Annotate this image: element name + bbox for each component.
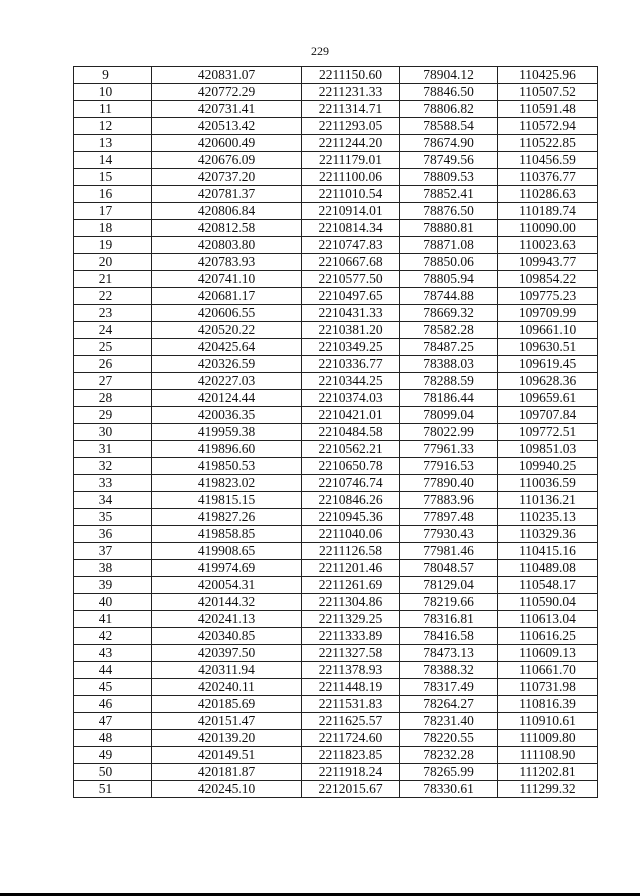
coord-y2-cell: 111108.90 xyxy=(498,747,598,764)
coord-y1-cell: 2210431.33 xyxy=(302,305,400,322)
coord-y1-cell: 2211231.33 xyxy=(302,84,400,101)
coord-y2-cell: 110376.77 xyxy=(498,169,598,186)
coord-y1-cell: 2210667.68 xyxy=(302,254,400,271)
table-row xyxy=(74,645,598,662)
coord-y1-cell: 2210945.36 xyxy=(302,509,400,526)
point-number-cell: 43 xyxy=(74,645,152,662)
table-row xyxy=(74,560,598,577)
table-row xyxy=(74,696,598,713)
coord-x2-cell: 78880.81 xyxy=(400,220,498,237)
coord-y1-cell: 2211918.24 xyxy=(302,764,400,781)
coord-x1-cell: 420781.37 xyxy=(152,186,302,203)
coord-x1-cell: 420831.07 xyxy=(152,67,302,84)
point-number-cell: 9 xyxy=(74,67,152,84)
table-row xyxy=(74,339,598,356)
point-number-cell: 10 xyxy=(74,84,152,101)
point-number-cell: 27 xyxy=(74,373,152,390)
table-row xyxy=(74,254,598,271)
coord-x2-cell: 78388.03 xyxy=(400,356,498,373)
point-number-cell: 42 xyxy=(74,628,152,645)
coord-y1-cell: 2210421.01 xyxy=(302,407,400,424)
coord-x2-cell: 78582.28 xyxy=(400,322,498,339)
coord-y2-cell: 109772.51 xyxy=(498,424,598,441)
table-row xyxy=(74,322,598,339)
coord-y1-cell: 2211293.05 xyxy=(302,118,400,135)
coord-x2-cell: 78232.28 xyxy=(400,747,498,764)
coord-x2-cell: 78048.57 xyxy=(400,560,498,577)
coord-y2-cell: 109851.03 xyxy=(498,441,598,458)
coord-y2-cell: 110731.98 xyxy=(498,679,598,696)
coord-y2-cell: 110816.39 xyxy=(498,696,598,713)
point-number-cell: 17 xyxy=(74,203,152,220)
coord-y2-cell: 110286.63 xyxy=(498,186,598,203)
point-number-cell: 40 xyxy=(74,594,152,611)
coord-y2-cell: 110572.94 xyxy=(498,118,598,135)
table-row xyxy=(74,781,598,798)
coord-x1-cell: 420737.20 xyxy=(152,169,302,186)
coord-y2-cell: 110456.59 xyxy=(498,152,598,169)
coord-x1-cell: 420731.41 xyxy=(152,101,302,118)
coord-y1-cell: 2211378.93 xyxy=(302,662,400,679)
table-row xyxy=(74,492,598,509)
coord-y1-cell: 2210746.74 xyxy=(302,475,400,492)
coord-y1-cell: 2210381.20 xyxy=(302,322,400,339)
coord-y1-cell: 2211314.71 xyxy=(302,101,400,118)
table-row xyxy=(74,628,598,645)
coord-x2-cell: 78669.32 xyxy=(400,305,498,322)
coord-x2-cell: 78129.04 xyxy=(400,577,498,594)
coord-y1-cell: 2210344.25 xyxy=(302,373,400,390)
coord-x1-cell: 420397.50 xyxy=(152,645,302,662)
coord-x1-cell: 420606.55 xyxy=(152,305,302,322)
coord-x2-cell: 78186.44 xyxy=(400,390,498,407)
coord-x1-cell: 419858.85 xyxy=(152,526,302,543)
coord-x2-cell: 78806.82 xyxy=(400,101,498,118)
coord-y1-cell: 2211625.57 xyxy=(302,713,400,730)
coord-y2-cell: 110507.52 xyxy=(498,84,598,101)
table-row xyxy=(74,543,598,560)
coord-x1-cell: 420245.10 xyxy=(152,781,302,798)
coord-x2-cell: 78099.04 xyxy=(400,407,498,424)
coord-y2-cell: 109943.77 xyxy=(498,254,598,271)
table-row xyxy=(74,373,598,390)
coord-x1-cell: 420036.35 xyxy=(152,407,302,424)
coord-x2-cell: 78388.32 xyxy=(400,662,498,679)
coord-y2-cell: 110036.59 xyxy=(498,475,598,492)
coord-y2-cell: 110910.61 xyxy=(498,713,598,730)
table-row xyxy=(74,679,598,696)
point-number-cell: 24 xyxy=(74,322,152,339)
coord-y1-cell: 2211179.01 xyxy=(302,152,400,169)
coord-y2-cell: 110235.13 xyxy=(498,509,598,526)
coord-y1-cell: 2211040.06 xyxy=(302,526,400,543)
coord-y1-cell: 2210747.83 xyxy=(302,237,400,254)
point-number-cell: 49 xyxy=(74,747,152,764)
table-row xyxy=(74,662,598,679)
coord-x1-cell: 420741.10 xyxy=(152,271,302,288)
coord-y2-cell: 110590.04 xyxy=(498,594,598,611)
point-number-cell: 46 xyxy=(74,696,152,713)
point-number-cell: 11 xyxy=(74,101,152,118)
table-row xyxy=(74,84,598,101)
table-row xyxy=(74,186,598,203)
coord-y2-cell: 109628.36 xyxy=(498,373,598,390)
point-number-cell: 51 xyxy=(74,781,152,798)
coordinates-table-body xyxy=(74,67,598,798)
coord-x2-cell: 77981.46 xyxy=(400,543,498,560)
coord-y1-cell: 2210814.34 xyxy=(302,220,400,237)
coord-x2-cell: 78876.50 xyxy=(400,203,498,220)
point-number-cell: 39 xyxy=(74,577,152,594)
coordinates-table xyxy=(73,66,598,798)
point-number-cell: 15 xyxy=(74,169,152,186)
table-row xyxy=(74,118,598,135)
coord-y2-cell: 111009.80 xyxy=(498,730,598,747)
coord-x2-cell: 78316.81 xyxy=(400,611,498,628)
coord-x2-cell: 77890.40 xyxy=(400,475,498,492)
coord-y1-cell: 2210846.26 xyxy=(302,492,400,509)
point-number-cell: 25 xyxy=(74,339,152,356)
coord-y2-cell: 109630.51 xyxy=(498,339,598,356)
coord-y1-cell: 2211724.60 xyxy=(302,730,400,747)
coord-y1-cell: 2211150.60 xyxy=(302,67,400,84)
page-number: 229 xyxy=(311,44,329,58)
coord-y2-cell: 109661.10 xyxy=(498,322,598,339)
coord-x2-cell: 78265.99 xyxy=(400,764,498,781)
coord-x1-cell: 420241.13 xyxy=(152,611,302,628)
coord-y2-cell: 110023.63 xyxy=(498,237,598,254)
table-row xyxy=(74,203,598,220)
point-number-cell: 21 xyxy=(74,271,152,288)
point-number-cell: 47 xyxy=(74,713,152,730)
coord-y1-cell: 2210577.50 xyxy=(302,271,400,288)
point-number-cell: 16 xyxy=(74,186,152,203)
coord-x2-cell: 78852.41 xyxy=(400,186,498,203)
table-row xyxy=(74,458,598,475)
point-number-cell: 48 xyxy=(74,730,152,747)
coord-y2-cell: 110591.48 xyxy=(498,101,598,118)
coord-y1-cell: 2211448.19 xyxy=(302,679,400,696)
coord-x2-cell: 78487.25 xyxy=(400,339,498,356)
point-number-cell: 31 xyxy=(74,441,152,458)
coord-y2-cell: 111299.32 xyxy=(498,781,598,798)
coord-x2-cell: 78809.53 xyxy=(400,169,498,186)
table-row xyxy=(74,169,598,186)
coord-y2-cell: 110616.25 xyxy=(498,628,598,645)
coord-x2-cell: 78846.50 xyxy=(400,84,498,101)
coord-y1-cell: 2211244.20 xyxy=(302,135,400,152)
point-number-cell: 29 xyxy=(74,407,152,424)
table-row xyxy=(74,67,598,84)
coord-y2-cell: 110489.08 xyxy=(498,560,598,577)
coord-y2-cell: 110613.04 xyxy=(498,611,598,628)
coord-x2-cell: 77883.96 xyxy=(400,492,498,509)
coord-x2-cell: 78264.27 xyxy=(400,696,498,713)
coord-x1-cell: 419850.53 xyxy=(152,458,302,475)
coord-y2-cell: 110425.96 xyxy=(498,67,598,84)
point-number-cell: 26 xyxy=(74,356,152,373)
coord-y2-cell: 110415.16 xyxy=(498,543,598,560)
coord-y1-cell: 2211327.58 xyxy=(302,645,400,662)
coord-y2-cell: 110090.00 xyxy=(498,220,598,237)
coord-x1-cell: 420151.47 xyxy=(152,713,302,730)
table-row xyxy=(74,764,598,781)
coord-y1-cell: 2211823.85 xyxy=(302,747,400,764)
point-number-cell: 35 xyxy=(74,509,152,526)
table-row xyxy=(74,288,598,305)
table-row xyxy=(74,390,598,407)
coord-x1-cell: 420144.32 xyxy=(152,594,302,611)
coord-x1-cell: 420513.42 xyxy=(152,118,302,135)
coord-x1-cell: 420149.51 xyxy=(152,747,302,764)
coord-y2-cell: 110609.13 xyxy=(498,645,598,662)
coord-y2-cell: 110548.17 xyxy=(498,577,598,594)
point-number-cell: 34 xyxy=(74,492,152,509)
coord-x2-cell: 78871.08 xyxy=(400,237,498,254)
table-row xyxy=(74,526,598,543)
coord-x1-cell: 420806.84 xyxy=(152,203,302,220)
table-row xyxy=(74,152,598,169)
coord-x1-cell: 419815.15 xyxy=(152,492,302,509)
point-number-cell: 50 xyxy=(74,764,152,781)
point-number-cell: 28 xyxy=(74,390,152,407)
coord-x2-cell: 78473.13 xyxy=(400,645,498,662)
coord-y1-cell: 2211304.86 xyxy=(302,594,400,611)
coord-x2-cell: 78022.99 xyxy=(400,424,498,441)
point-number-cell: 13 xyxy=(74,135,152,152)
coord-x1-cell: 420139.20 xyxy=(152,730,302,747)
table-row xyxy=(74,509,598,526)
coord-y1-cell: 2211010.54 xyxy=(302,186,400,203)
point-number-cell: 38 xyxy=(74,560,152,577)
coord-x1-cell: 419908.65 xyxy=(152,543,302,560)
coord-x2-cell: 78805.94 xyxy=(400,271,498,288)
point-number-cell: 45 xyxy=(74,679,152,696)
point-number-cell: 33 xyxy=(74,475,152,492)
table-row xyxy=(74,424,598,441)
coord-x2-cell: 77961.33 xyxy=(400,441,498,458)
coord-x1-cell: 420311.94 xyxy=(152,662,302,679)
table-row xyxy=(74,577,598,594)
coord-x1-cell: 420227.03 xyxy=(152,373,302,390)
coord-y1-cell: 2211329.25 xyxy=(302,611,400,628)
coord-y1-cell: 2210336.77 xyxy=(302,356,400,373)
coord-y1-cell: 2210650.78 xyxy=(302,458,400,475)
coord-y2-cell: 109854.22 xyxy=(498,271,598,288)
coord-x1-cell: 420772.29 xyxy=(152,84,302,101)
table-row xyxy=(74,220,598,237)
coord-y1-cell: 2210374.03 xyxy=(302,390,400,407)
point-number-cell: 19 xyxy=(74,237,152,254)
table-row xyxy=(74,407,598,424)
coord-y1-cell: 2211531.83 xyxy=(302,696,400,713)
coord-x1-cell: 420676.09 xyxy=(152,152,302,169)
table-row xyxy=(74,611,598,628)
coord-y2-cell: 109940.25 xyxy=(498,458,598,475)
coord-x2-cell: 78588.54 xyxy=(400,118,498,135)
coord-y2-cell: 109659.61 xyxy=(498,390,598,407)
coord-x1-cell: 420520.22 xyxy=(152,322,302,339)
coord-x2-cell: 78220.55 xyxy=(400,730,498,747)
point-number-cell: 37 xyxy=(74,543,152,560)
point-number-cell: 20 xyxy=(74,254,152,271)
coord-x1-cell: 420812.58 xyxy=(152,220,302,237)
point-number-cell: 36 xyxy=(74,526,152,543)
coord-y1-cell: 2211100.06 xyxy=(302,169,400,186)
coord-x1-cell: 420054.31 xyxy=(152,577,302,594)
table-row xyxy=(74,730,598,747)
point-number-cell: 23 xyxy=(74,305,152,322)
coord-x2-cell: 78904.12 xyxy=(400,67,498,84)
coord-y2-cell: 109619.45 xyxy=(498,356,598,373)
coord-y2-cell: 111202.81 xyxy=(498,764,598,781)
point-number-cell: 18 xyxy=(74,220,152,237)
table-row xyxy=(74,101,598,118)
point-number-cell: 32 xyxy=(74,458,152,475)
coord-y1-cell: 2211126.58 xyxy=(302,543,400,560)
coord-y2-cell: 109707.84 xyxy=(498,407,598,424)
coord-x2-cell: 78317.49 xyxy=(400,679,498,696)
coord-y1-cell: 2210349.25 xyxy=(302,339,400,356)
coord-x2-cell: 78330.61 xyxy=(400,781,498,798)
coord-y2-cell: 110661.70 xyxy=(498,662,598,679)
table-row xyxy=(74,594,598,611)
table-row xyxy=(74,713,598,730)
coord-x2-cell: 78744.88 xyxy=(400,288,498,305)
coord-x1-cell: 419823.02 xyxy=(152,475,302,492)
coord-x1-cell: 420326.59 xyxy=(152,356,302,373)
coord-x1-cell: 419827.26 xyxy=(152,509,302,526)
coord-y1-cell: 2211201.46 xyxy=(302,560,400,577)
coord-y2-cell: 110189.74 xyxy=(498,203,598,220)
point-number-cell: 14 xyxy=(74,152,152,169)
coord-y1-cell: 2211261.69 xyxy=(302,577,400,594)
coord-y1-cell: 2210562.21 xyxy=(302,441,400,458)
point-number-cell: 30 xyxy=(74,424,152,441)
coord-y1-cell: 2210914.01 xyxy=(302,203,400,220)
coord-x1-cell: 419974.69 xyxy=(152,560,302,577)
coord-x1-cell: 419959.38 xyxy=(152,424,302,441)
coord-x1-cell: 420783.93 xyxy=(152,254,302,271)
point-number-cell: 22 xyxy=(74,288,152,305)
table-row xyxy=(74,441,598,458)
coord-y1-cell: 2210484.58 xyxy=(302,424,400,441)
table-row xyxy=(74,271,598,288)
coord-x2-cell: 78416.58 xyxy=(400,628,498,645)
table-row xyxy=(74,475,598,492)
coord-x1-cell: 420185.69 xyxy=(152,696,302,713)
coord-x2-cell: 78850.06 xyxy=(400,254,498,271)
coord-y2-cell: 109775.23 xyxy=(498,288,598,305)
coord-y1-cell: 2212015.67 xyxy=(302,781,400,798)
coord-x1-cell: 419896.60 xyxy=(152,441,302,458)
coord-x1-cell: 420425.64 xyxy=(152,339,302,356)
coord-x2-cell: 78231.40 xyxy=(400,713,498,730)
table-row xyxy=(74,237,598,254)
table-row xyxy=(74,747,598,764)
point-number-cell: 41 xyxy=(74,611,152,628)
point-number-cell: 44 xyxy=(74,662,152,679)
coord-y2-cell: 110522.85 xyxy=(498,135,598,152)
coord-y1-cell: 2210497.65 xyxy=(302,288,400,305)
coord-x1-cell: 420240.11 xyxy=(152,679,302,696)
coord-x1-cell: 420803.80 xyxy=(152,237,302,254)
coord-x2-cell: 78288.59 xyxy=(400,373,498,390)
coord-x1-cell: 420600.49 xyxy=(152,135,302,152)
coord-x1-cell: 420681.17 xyxy=(152,288,302,305)
table-row xyxy=(74,356,598,373)
coord-x2-cell: 78674.90 xyxy=(400,135,498,152)
coord-y2-cell: 109709.99 xyxy=(498,305,598,322)
coord-x2-cell: 78749.56 xyxy=(400,152,498,169)
coord-x2-cell: 78219.66 xyxy=(400,594,498,611)
coord-x2-cell: 77916.53 xyxy=(400,458,498,475)
coord-x2-cell: 77930.43 xyxy=(400,526,498,543)
coord-x1-cell: 420181.87 xyxy=(152,764,302,781)
table-row xyxy=(74,305,598,322)
coord-x1-cell: 420340.85 xyxy=(152,628,302,645)
coord-x1-cell: 420124.44 xyxy=(152,390,302,407)
coord-y2-cell: 110329.36 xyxy=(498,526,598,543)
point-number-cell: 12 xyxy=(74,118,152,135)
coord-y1-cell: 2211333.89 xyxy=(302,628,400,645)
coord-x2-cell: 77897.48 xyxy=(400,509,498,526)
table-row xyxy=(74,135,598,152)
coord-y2-cell: 110136.21 xyxy=(498,492,598,509)
